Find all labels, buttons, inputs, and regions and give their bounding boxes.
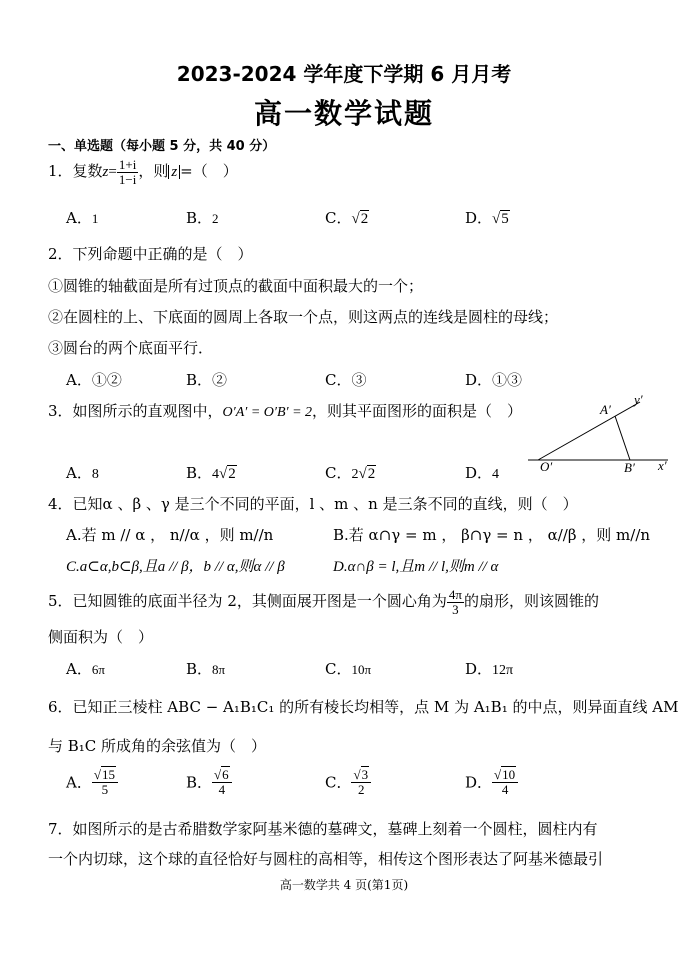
frac-den: 5: [101, 781, 109, 797]
q3-option-c[interactable]: [325, 462, 376, 483]
q6-option-a[interactable]: [66, 768, 118, 796]
q6-option-b[interactable]: [186, 768, 232, 796]
sqrt-symbol: √15: [93, 767, 115, 782]
question-5-stem: [48, 588, 599, 616]
radicand: 15: [101, 767, 115, 782]
option-value: 1: [91, 211, 99, 226]
page-footer: 高一数学共 4 页(第1页): [279, 878, 409, 892]
q1-frac-num: 1+i: [118, 157, 137, 172]
option-label: A．: [66, 371, 92, 389]
q6-option-c[interactable]: [325, 768, 371, 796]
frac-den: 4: [501, 781, 509, 797]
q2-option-d[interactable]: [465, 369, 522, 390]
q3-oblique-figure: [520, 392, 680, 478]
option-label: C．: [325, 464, 352, 482]
question-7-line-1: 7．如图所示的是古希腊数学家阿基米德的墓碑文，墓碑上刻着一个圆柱，圆柱内有: [48, 820, 598, 838]
sqrt-symbol: √2: [358, 466, 376, 482]
q5-fraction: [447, 588, 464, 616]
q3-formula: O′A′ = O′B′ = 2: [222, 405, 313, 420]
option-value: 2: [351, 467, 359, 482]
q3-option-d[interactable]: [465, 462, 499, 483]
q2-statement-1: ①圆锥的轴截面是所有过顶点的截面中面积最大的一个；: [48, 277, 424, 295]
option-value: 10π: [351, 662, 372, 677]
option-label: C．: [325, 773, 352, 792]
option-label: C．: [325, 660, 352, 678]
option-label: A．: [66, 209, 92, 227]
option-label: A．: [66, 464, 92, 482]
q1-abs-z: z: [168, 165, 180, 179]
q2-option-c[interactable]: [325, 369, 367, 390]
q5-option-b[interactable]: [186, 658, 225, 679]
q4-option-c[interactable]: C.a⊂α,b⊂β,且a // β，b // α,则α // β: [66, 559, 285, 575]
subject-title: 高一数学试题: [253, 97, 434, 130]
q3-option-b[interactable]: [186, 462, 237, 483]
option-label: D．: [465, 209, 493, 227]
question-6-stem-b: 与 B₁C 所成角的余弦值为（ ）: [48, 737, 267, 755]
option-label: A．: [66, 660, 92, 678]
option-value: ①③: [492, 371, 523, 389]
option-value: 4: [212, 467, 220, 482]
frac-num: [351, 768, 371, 783]
segment-a-b: [615, 416, 630, 460]
sqrt-symbol: √6: [214, 767, 229, 782]
q2-option-a[interactable]: [66, 369, 122, 390]
option-value: 6π: [91, 662, 105, 677]
option-label: D．: [465, 464, 493, 482]
q1-fraction: [117, 158, 138, 186]
sqrt-symbol: √10: [494, 767, 516, 782]
q5-frac-den: 3: [452, 601, 459, 617]
q2-option-b[interactable]: [186, 369, 227, 390]
option-value: 8: [91, 467, 99, 482]
frac-den: 2: [358, 781, 365, 797]
radicand: 3: [361, 767, 369, 782]
option-label: D．: [465, 660, 493, 678]
q3-stem-b: ，则其平面图形的面积是（ ）: [312, 402, 523, 420]
radicand: 5: [501, 211, 509, 227]
option-label: C．: [325, 371, 352, 389]
frac-num: [212, 768, 232, 783]
sqrt-symbol: √2: [351, 211, 369, 227]
q5-stem-b: 的扇形，则该圆锥的: [463, 592, 599, 611]
q5-stem-a: 5．已知圆锥的底面半径为 2，其侧面展开图是一个圆心角为: [48, 592, 447, 611]
q4-option-a[interactable]: A.若 m // α ， n//α ，则 m//n: [66, 526, 274, 544]
q1-tail: =（ ）: [180, 162, 238, 181]
q5-option-c[interactable]: [325, 658, 371, 679]
frac-den: 4: [218, 781, 226, 797]
q4-option-d[interactable]: D.α∩β = l,且m // l,则m // α: [333, 559, 499, 575]
option-label: B．: [186, 371, 213, 389]
option-fraction: [492, 768, 518, 796]
option-label: C．: [325, 209, 352, 227]
q1-number: 1．复数: [48, 162, 103, 181]
q5-stem-c: 侧面积为（ ）: [48, 628, 154, 646]
label-a: A′: [600, 402, 611, 417]
q1-z: z: [102, 164, 109, 181]
option-label: A．: [66, 773, 92, 792]
question-1-stem: [48, 158, 238, 186]
radicand: 2: [367, 466, 376, 482]
y-axis-line: [538, 402, 640, 460]
radicand: 2: [360, 211, 369, 227]
section-heading: 一、单选题（每小题 5 分，共 40 分）: [48, 139, 276, 154]
q5-option-d[interactable]: [465, 658, 513, 679]
option-label: B．: [186, 660, 213, 678]
q1-frac-den: 1−i: [118, 171, 137, 187]
q1-option-b[interactable]: [186, 207, 219, 228]
radicand: 10: [502, 767, 516, 782]
option-value: 12π: [492, 663, 514, 678]
option-label: B．: [186, 773, 213, 792]
option-label: D．: [465, 773, 493, 792]
sqrt-symbol: √2: [219, 466, 236, 482]
q2-statement-3: ③圆台的两个底面平行．: [48, 339, 214, 357]
q1-option-c[interactable]: [325, 207, 369, 228]
q4-option-b[interactable]: B.若 α∩γ = m ， β∩γ = n ， α//β ，则 m//n: [333, 526, 651, 544]
q5-option-a[interactable]: [66, 658, 105, 679]
q1-eq: =: [108, 164, 117, 181]
q2-statement-2: ②在圆柱的上、下底面的圆周上各取一个点，则这两点的连线是圆柱的母线；: [48, 308, 559, 326]
frac-num: [492, 768, 518, 783]
label-o: O′: [540, 459, 553, 474]
label-y: y′: [634, 392, 643, 407]
question-7-line-2: 一个内切球，这个球的直径恰好与圆柱的高相等，相传这个图形表达了阿基米德最引: [48, 850, 604, 868]
question-6-stem-a: 6．已知正三棱柱 ABC − A₁B₁C₁ 的所有棱长均相等，点 M 为 A₁B₁ 的中点，则异面直线 AM: [48, 698, 679, 716]
option-fraction: [92, 768, 118, 796]
option-value: 2: [212, 211, 219, 226]
option-value: ①②: [91, 371, 122, 389]
label-b: B′: [624, 460, 635, 475]
question-4-stem: 4．已知α 、β 、γ 是三个不同的平面，l 、m 、n 是三条不同的直线，则（ ）: [48, 495, 578, 513]
question-2-stem: 2．下列命题中正确的是（ ）: [48, 245, 253, 263]
option-label: D．: [465, 371, 493, 389]
option-fraction: [351, 768, 371, 796]
q6-option-d[interactable]: [465, 768, 518, 796]
question-3-stem: [48, 400, 522, 421]
option-value: ③: [351, 371, 367, 389]
option-fraction: [212, 768, 232, 796]
radicand: 2: [228, 466, 236, 482]
q1-option-d[interactable]: [465, 207, 510, 228]
label-x: x′: [658, 458, 667, 473]
option-value: 8π: [212, 662, 226, 677]
option-label: B．: [186, 209, 213, 227]
option-label: B．: [186, 464, 213, 482]
sqrt-symbol: √5: [492, 211, 509, 227]
sqrt-symbol: √3: [353, 767, 369, 782]
option-value: 4: [492, 467, 500, 482]
q1-mid: ，则: [138, 162, 169, 181]
option-value: ②: [212, 371, 228, 389]
exam-title: 2023-2024 学年度下学期 6 月月考: [176, 62, 512, 86]
q1-option-a[interactable]: [66, 207, 98, 228]
radicand: 6: [222, 767, 229, 782]
q3-option-a[interactable]: [66, 462, 99, 483]
q5-frac-num: 4π: [448, 587, 462, 602]
frac-num: [92, 768, 118, 783]
q3-stem-a: 3．如图所示的直观图中，: [48, 402, 223, 420]
